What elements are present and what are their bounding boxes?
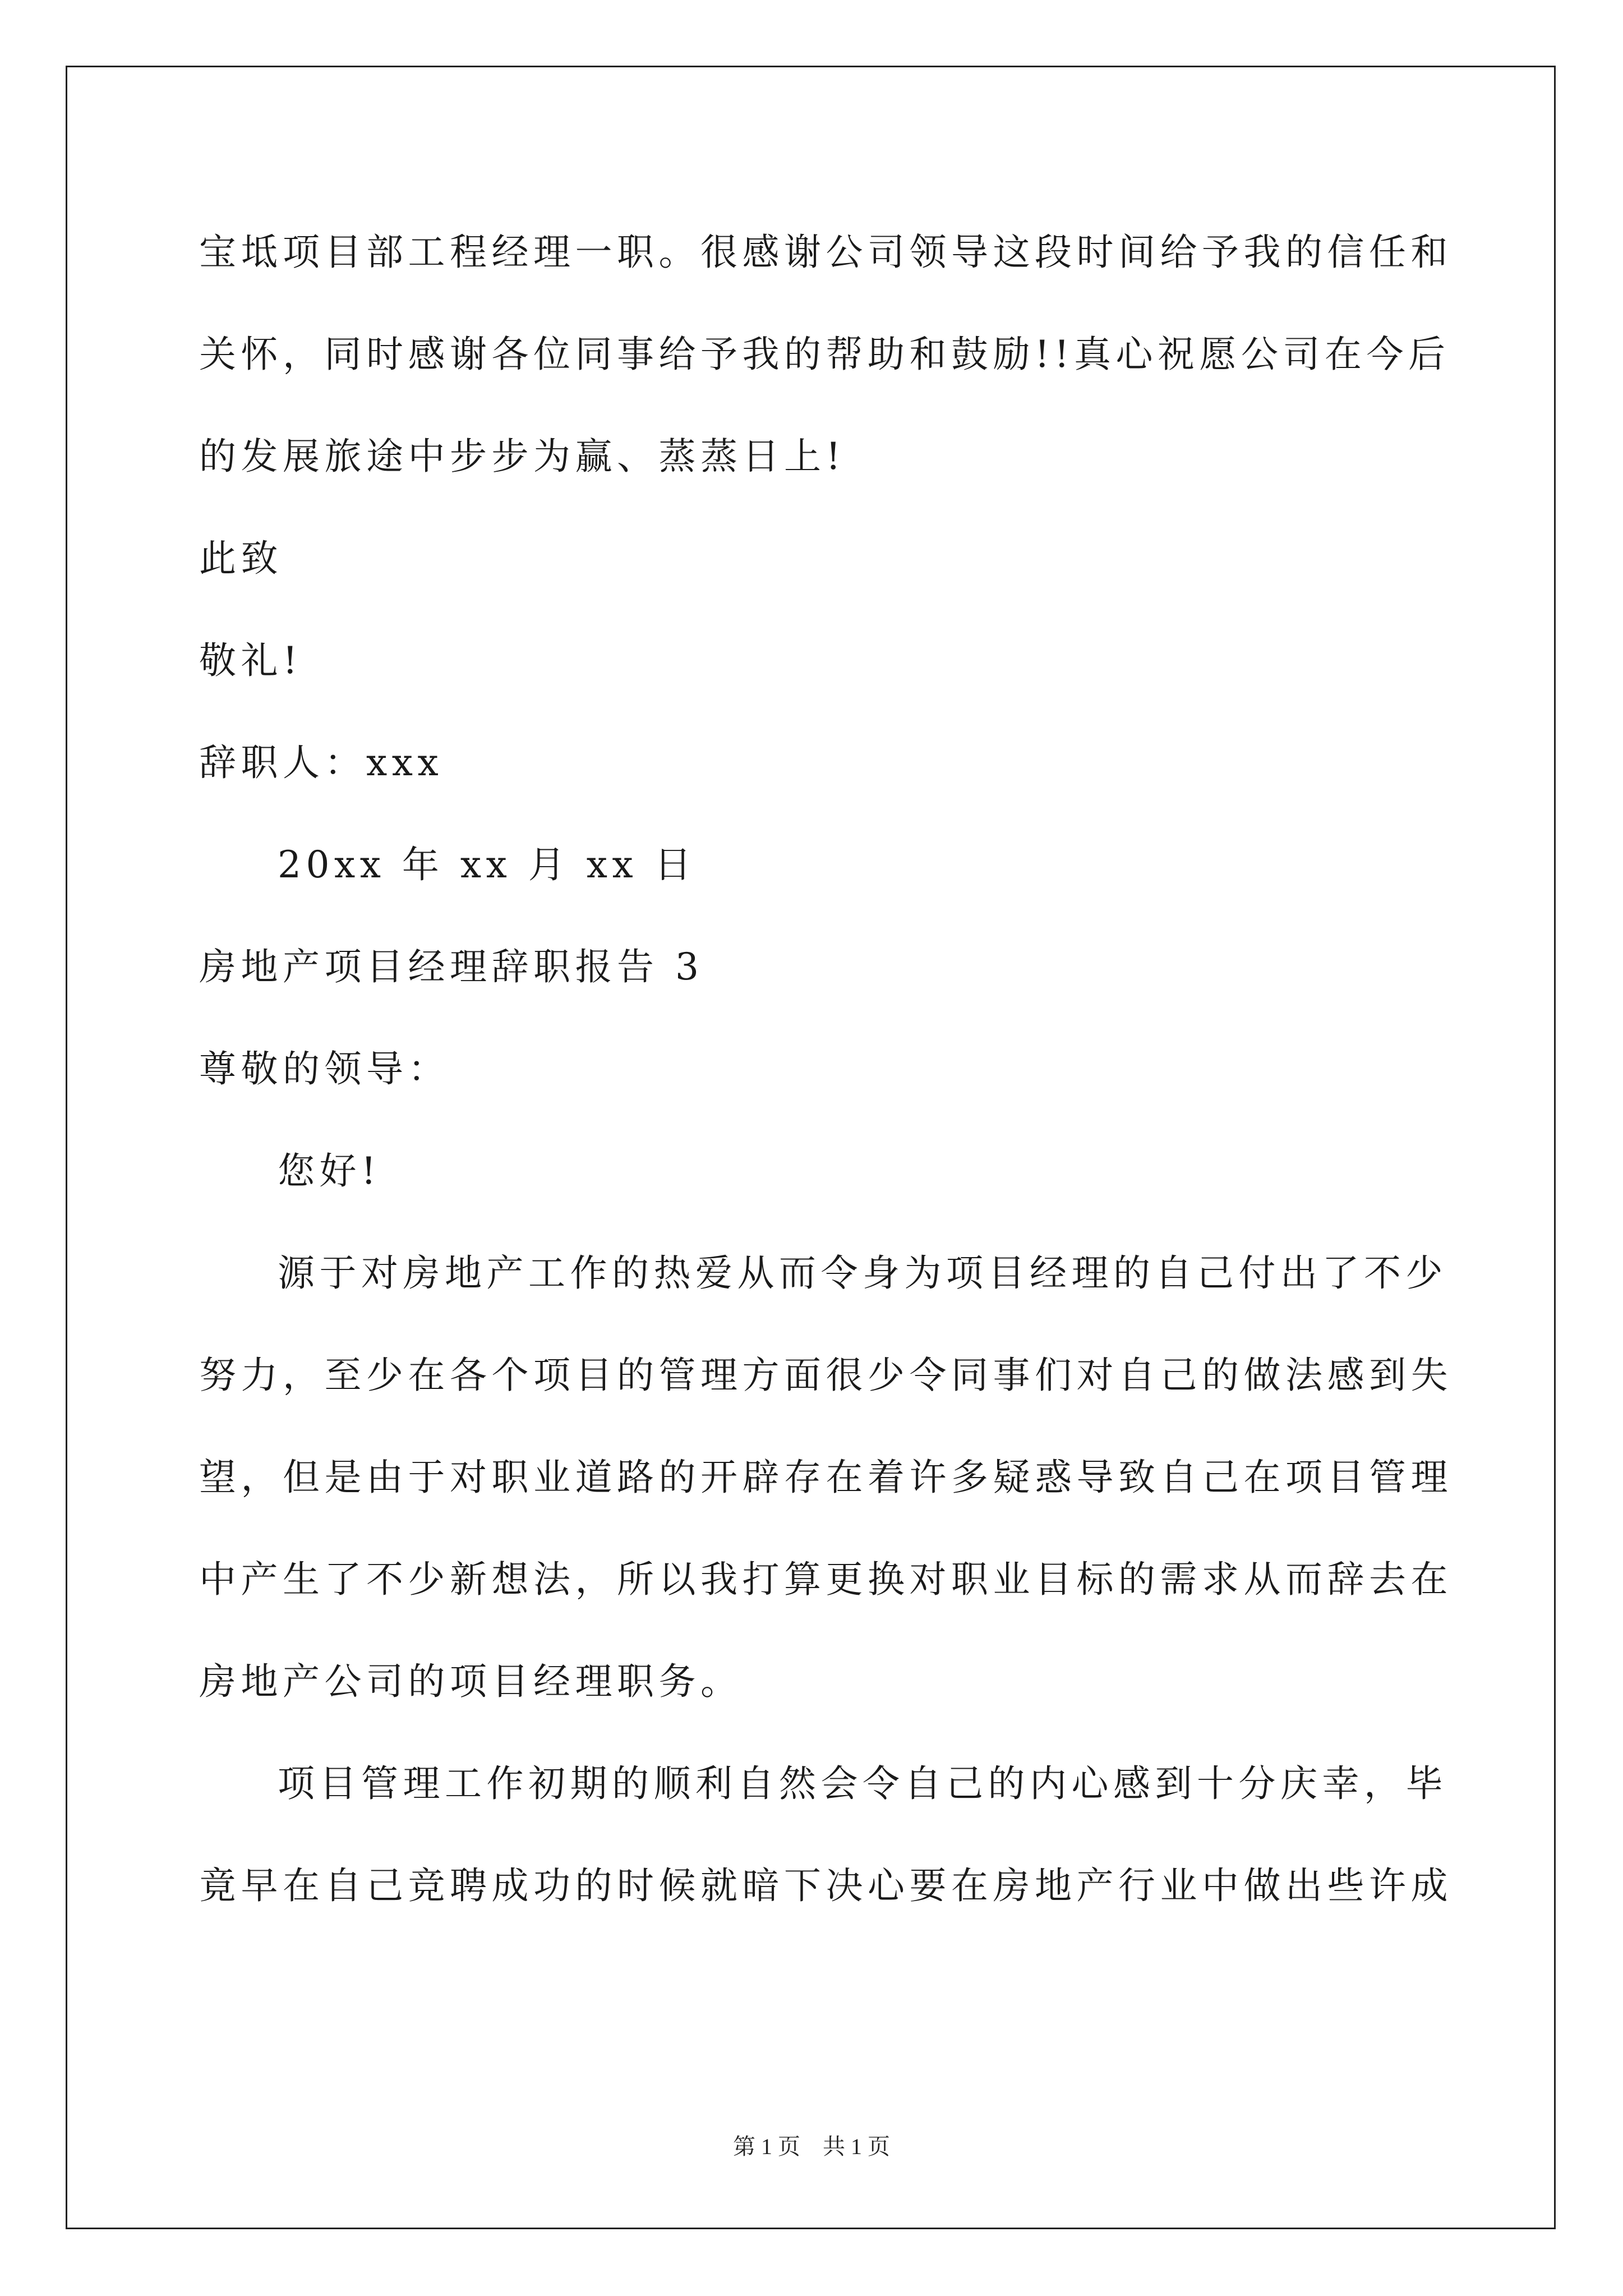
text-line: 宝坻项目部工程经理一职。很感谢公司领导这段时间给予我的信任和 (199, 231, 1453, 274)
text-line: 关怀，同时感谢各位同事给予我的帮助和鼓励!!真心祝愿公司在今后 (199, 333, 1450, 376)
letter-salutation: 尊敬的领导： (199, 1047, 450, 1091)
closing-salutation: 此致 (199, 537, 283, 580)
text-line: 努力，至少在各个项目的管理方面很少令同事们对自己的做法感到失 (199, 1354, 1453, 1397)
text-line: 项目管理工作初期的顺利自然会令自己的内心感到十分庆幸，毕 (278, 1762, 1447, 1805)
document-body (199, 210, 1453, 1946)
closing-regards: 敬礼! (199, 639, 303, 682)
text-line: 源于对房地产工作的热爱从而令身为项目经理的自己付出了不少 (278, 1251, 1447, 1295)
section-heading: 房地产项目经理辞职报告 3 (199, 945, 704, 988)
text-line: 望，但是由于对职业道路的开辟存在着许多疑惑导致自己在项目管理 (199, 1456, 1453, 1499)
signature-name: 辞职人：xxx (199, 741, 444, 784)
text-line: 竟早在自己竞聘成功的时候就暗下决心要在房地产行业中做出些许成 (199, 1864, 1453, 1907)
greeting: 您好! (278, 1149, 381, 1193)
signature-date: 20xx 年 xx 月 xx 日 (278, 843, 697, 886)
text-line: 房地产公司的项目经理职务。 (199, 1660, 743, 1703)
text-line: 中产生了不少新想法，所以我打算更换对职业目标的需求从而辞去在 (199, 1558, 1453, 1601)
page-footer: 第 1 页 共 1 页 (733, 2134, 890, 2159)
text-line: 的发展旅途中步步为赢、蒸蒸日上! (199, 435, 846, 478)
